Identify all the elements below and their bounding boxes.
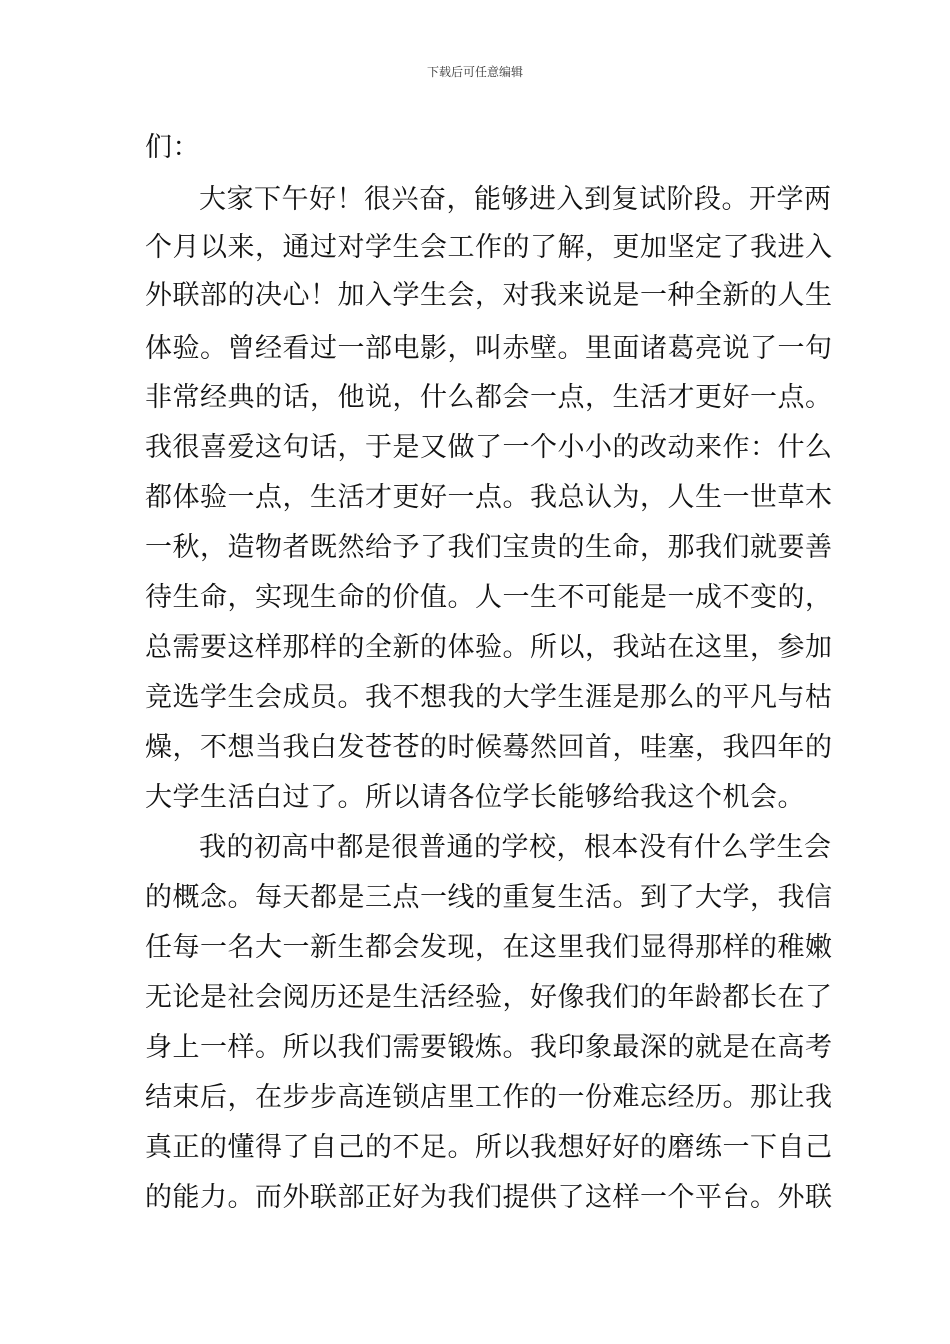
- text-line: 燥，不想当我白发苍苍的时候蓦然回首，哇塞，我四年的: [145, 732, 833, 763]
- text-line: 体验。曾经看过一部电影，叫赤壁。里面诸葛亮说了一句: [145, 333, 833, 364]
- text-line: 们：: [145, 132, 200, 163]
- text-line: 大学生活白过了。所以请各位学长能够给我这个机会。: [145, 782, 805, 813]
- page-header: 下载后可任意编辑: [426, 65, 523, 79]
- text-line: 外联部的决心！加入学生会，对我来说是一种全新的人生: [145, 280, 833, 311]
- text-line: 总需要这样那样的全新的体验。所以，我站在这里，参加: [145, 632, 833, 663]
- text-line: 我很喜爱这句话，于是又做了一个小小的改动来作：什么: [145, 432, 833, 463]
- text-line: 无论是社会阅历还是生活经验，好像我们的年龄都长在了: [145, 982, 833, 1013]
- text-line: 的概念。每天都是三点一线的重复生活。到了大学，我信: [145, 882, 833, 913]
- text-line: 结束后，在步步高连锁店里工作的一份难忘经历。那让我: [145, 1082, 833, 1113]
- text-line: 一秋，造物者既然给予了我们宝贵的生命，那我们就要善: [145, 532, 833, 563]
- text-line: 身上一样。所以我们需要锻炼。我印象最深的就是在高考: [145, 1032, 833, 1063]
- text-line: 非常经典的话，他说，什么都会一点，生活才更好一点。: [145, 382, 833, 413]
- text-line: 待生命，实现生命的价值。人一生不可能是一成不变的，: [145, 582, 833, 613]
- text-line: 的能力。而外联部正好为我们提供了这样一个平台。外联: [145, 1182, 833, 1213]
- text-line: 任每一名大一新生都会发现，在这里我们显得那样的稚嫩: [145, 932, 833, 963]
- text-line: 个月以来，通过对学生会工作的了解，更加坚定了我进入: [145, 232, 833, 263]
- paragraph-first-line: 大家下午好！很兴奋，能够进入到复试阶段。开学两: [199, 184, 832, 215]
- text-line: 真正的懂得了自己的不足。所以我想好好的磨练一下自己: [145, 1132, 833, 1163]
- paragraph-first-line: 我的初高中都是很普通的学校，根本没有什么学生会: [199, 832, 832, 863]
- text-line: 竞选学生会成员。我不想我的大学生涯是那么的平凡与枯: [145, 682, 833, 713]
- text-line: 都体验一点，生活才更好一点。我总认为，人生一世草木: [145, 482, 833, 513]
